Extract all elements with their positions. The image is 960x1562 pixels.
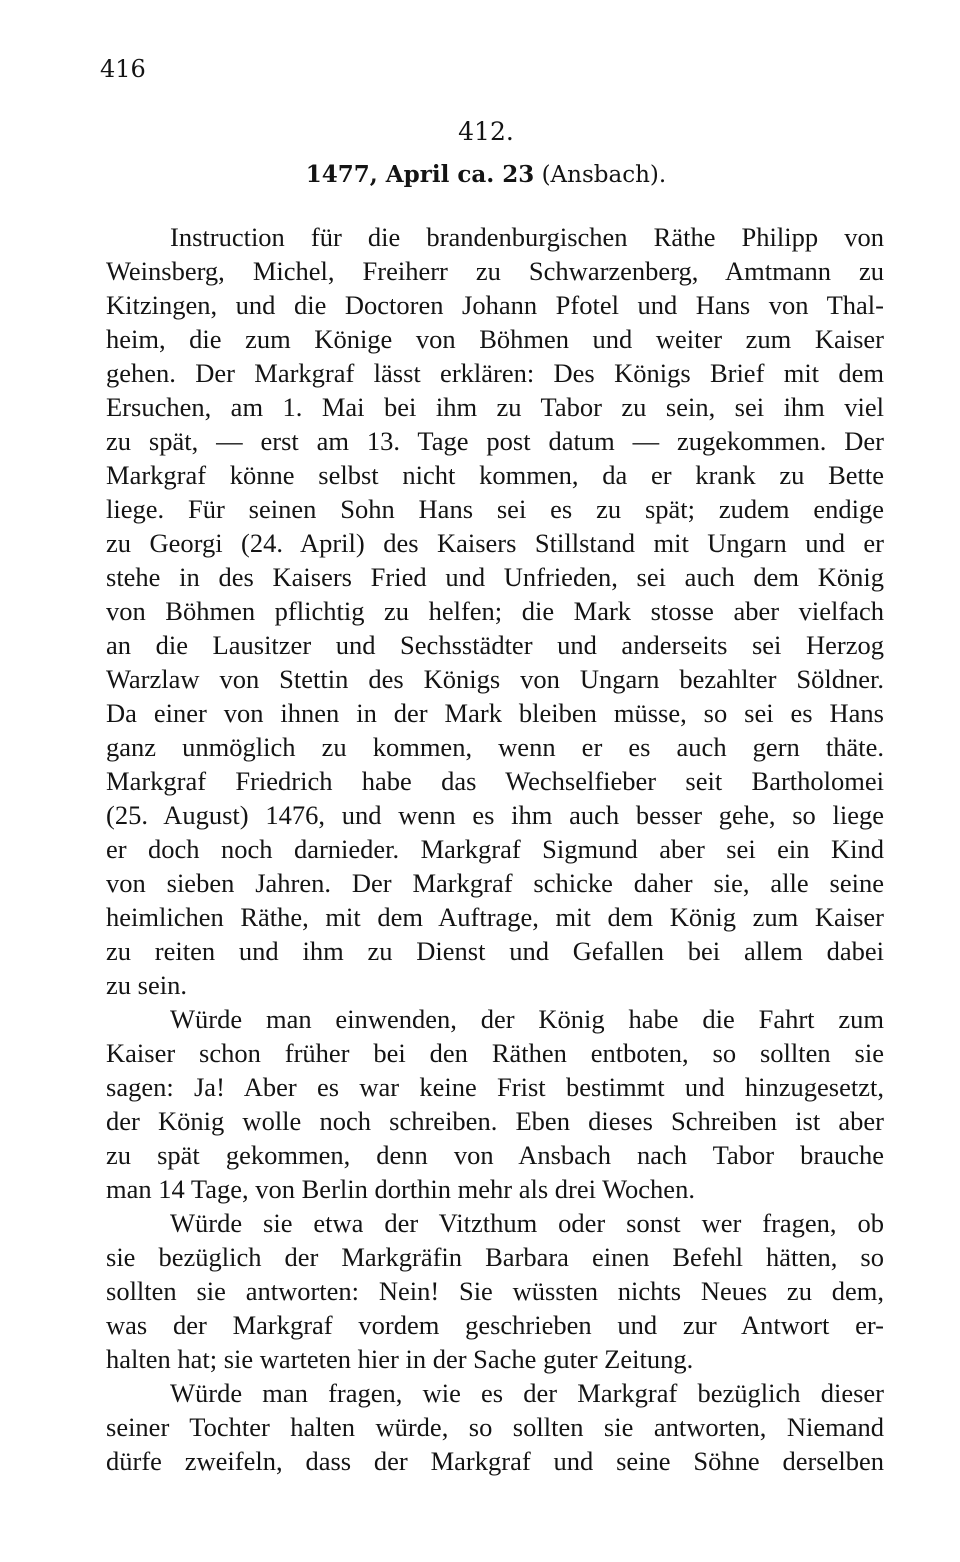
text-line: Ersuchen, am 1. Mai bei ihm zu Tabor zu sein, sei ihm viel	[106, 392, 884, 422]
text-line: heim, die zum Könige von Böhmen und weiter zum Kaiser	[106, 324, 884, 354]
text-line: dürfe zweifeln, dass der Markgraf und seine Söhne derselben	[106, 1446, 884, 1476]
text-line: man 14 Tage, von Berlin dorthin mehr als drei Wochen.	[106, 1174, 695, 1204]
document-number: 412.	[458, 117, 514, 146]
text-line: Markgraf könne selbst nicht kommen, da er krank zu Bette	[106, 460, 884, 490]
text-line: Würde sie etwa der Vitzthum oder sonst wer fragen, ob	[170, 1208, 884, 1238]
text-line: Würde man einwenden, der König habe die Fahrt zum	[170, 1004, 884, 1034]
document-date-line	[0, 160, 960, 190]
document-place: (Ansbach).	[534, 162, 667, 188]
text-line: heimlichen Räthe, mit dem Auftrage, mit dem König zum Kaiser	[106, 902, 884, 932]
text-line: stehe in des Kaisers Fried und Unfrieden, sei auch dem König	[106, 562, 884, 592]
text-line: was der Markgraf vordem geschrieben und zur Antwort er-	[106, 1310, 884, 1340]
text-line: an die Lausitzer und Sechsstädter und anderseits sei Herzog	[106, 630, 884, 660]
text-line: ganz unmöglich zu kommen, wenn er es auch gern thäte.	[106, 732, 884, 762]
text-line: Instruction für die brandenburgischen Räthe Philipp von	[170, 222, 884, 252]
text-line: zu sein.	[106, 970, 187, 1000]
text-line: zu Georgi (24. April) des Kaisers Stillstand mit Ungarn und er	[106, 528, 884, 558]
text-line: Da einer von ihnen in der Mark bleiben müsse, so sei es Hans	[106, 698, 884, 728]
text-line: er doch noch darnieder. Markgraf Sigmund aber sei ein Kind	[106, 834, 884, 864]
text-line: Markgraf Friedrich habe das Wechselfieber seit Bartholomei	[106, 766, 884, 796]
text-line: Würde man fragen, wie es der Markgraf bezüglich dieser	[170, 1378, 884, 1408]
text-line: liege. Für seinen Sohn Hans sei es zu spät; zudem endige	[106, 494, 884, 524]
text-line: halten hat; sie warteten hier in der Sache guter Zeitung.	[106, 1344, 694, 1374]
body-text	[106, 220, 884, 1478]
text-line: sie bezüglich der Markgräfin Barbara einen Befehl hätten, so	[106, 1242, 884, 1272]
text-line: (25. August) 1476, und wenn es ihm auch besser gehe, so liege	[106, 800, 884, 830]
text-line: der König wolle noch schreiben. Eben dieses Schreiben ist aber	[106, 1106, 884, 1136]
text-line: Kitzingen, und die Doctoren Johann Pfotel und Hans von Thal-	[106, 290, 884, 320]
text-line: sollten sie antworten: Nein! Sie wüssten nichts Neues zu dem,	[106, 1276, 884, 1306]
text-line: zu reiten und ihm zu Dienst und Gefallen bei allem dabei	[106, 936, 884, 966]
text-line: sagen: Ja! Aber es war keine Frist bestimmt und hinzugesetzt,	[106, 1072, 884, 1102]
text-line: Kaiser schon früher bei den Räthen entboten, so sollten sie	[106, 1038, 884, 1068]
page-number: 416	[100, 55, 146, 83]
text-line: zu spät gekommen, denn von Ansbach nach Tabor brauche	[106, 1140, 884, 1170]
text-line: gehen. Der Markgraf lässt erklären: Des Königs Brief mit dem	[106, 358, 884, 388]
text-line: Weinsberg, Michel, Freiherr zu Schwarzenberg, Amtmann zu	[106, 256, 884, 286]
text-line: zu spät, — erst am 13. Tage post datum — zugekommen. Der	[106, 426, 884, 456]
text-line: von Böhmen pflichtig zu helfen; die Mark stosse aber vielfach	[106, 596, 884, 626]
text-line: von sieben Jahren. Der Markgraf schicke daher sie, alle seine	[106, 868, 884, 898]
document-date: 1477, April ca. 23	[305, 161, 535, 188]
text-line: Warzlaw von Stettin des Königs von Ungarn bezahlter Söldner.	[106, 664, 884, 694]
text-line: seiner Tochter halten würde, so sollten sie antworten, Niemand	[106, 1412, 884, 1442]
